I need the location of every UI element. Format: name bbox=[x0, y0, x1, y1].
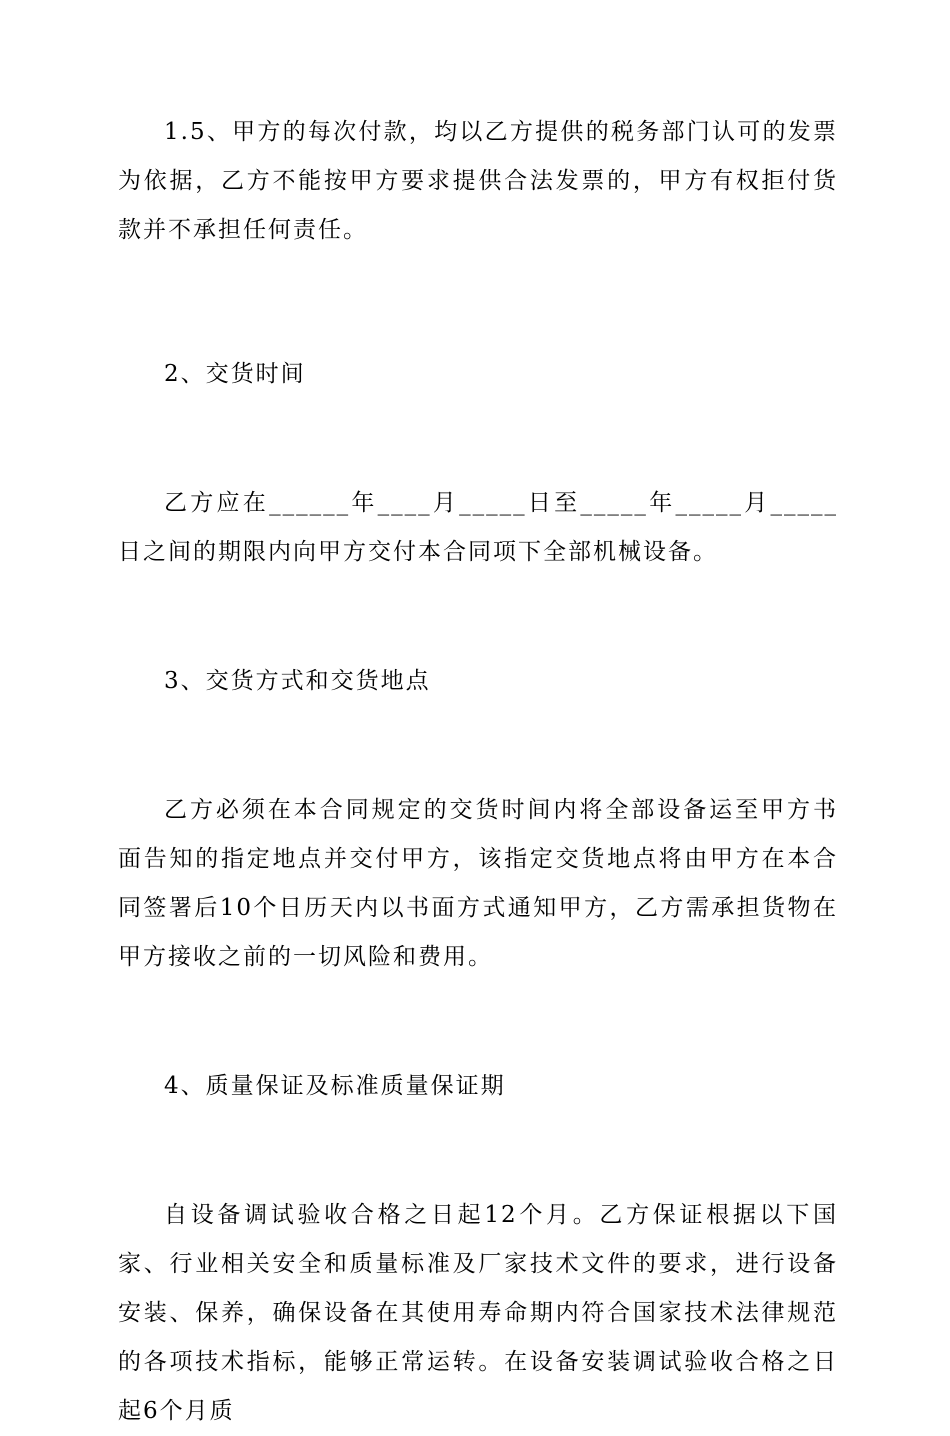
section-heading-delivery-time: 2、交货时间 bbox=[164, 361, 306, 387]
spacer bbox=[118, 1111, 838, 1191]
paragraph-delivery-time: 乙方应在______年____月_____日至_____年_____月_____日之间的期限内向甲方交付本合同项下全部机械设备。 bbox=[118, 490, 838, 565]
spacer bbox=[118, 706, 838, 786]
document-page bbox=[118, 108, 838, 1436]
paragraph-1-5: 1.5、甲方的每次付款，均以乙方提供的税务部门认可的发票为依据，乙方不能按甲方要求提供合法发票的，甲方有权拒付货款并不承担任何责任。 bbox=[118, 119, 838, 243]
spacer bbox=[118, 577, 838, 657]
spacer bbox=[118, 982, 838, 1062]
section-heading-quality-guarantee: 4、质量保证及标准质量保证期 bbox=[164, 1073, 506, 1099]
paragraph-delivery-method: 乙方必须在本合同规定的交货时间内将全部设备运至甲方书面告知的指定地点并交付甲方，该指定交货地点将由甲方在本合同签署后10个日历天内以书面方式通知甲方，乙方需承担货物在甲方接收之前的一切风险和费用。 bbox=[118, 797, 838, 970]
spacer bbox=[118, 399, 838, 479]
section-heading-delivery-method: 3、交货方式和交货地点 bbox=[164, 668, 431, 694]
spacer bbox=[118, 255, 838, 350]
paragraph-quality-guarantee: 自设备调试验收合格之日起12个月。乙方保证根据以下国家、行业相关安全和质量标准及厂家技术文件的要求，进行设备安装、保养，确保设备在其使用寿命期内符合国家技术法律规范的各项技术指标，能够正常运转。在设备安装调试验收合格之日起6个月质 bbox=[118, 1202, 838, 1424]
